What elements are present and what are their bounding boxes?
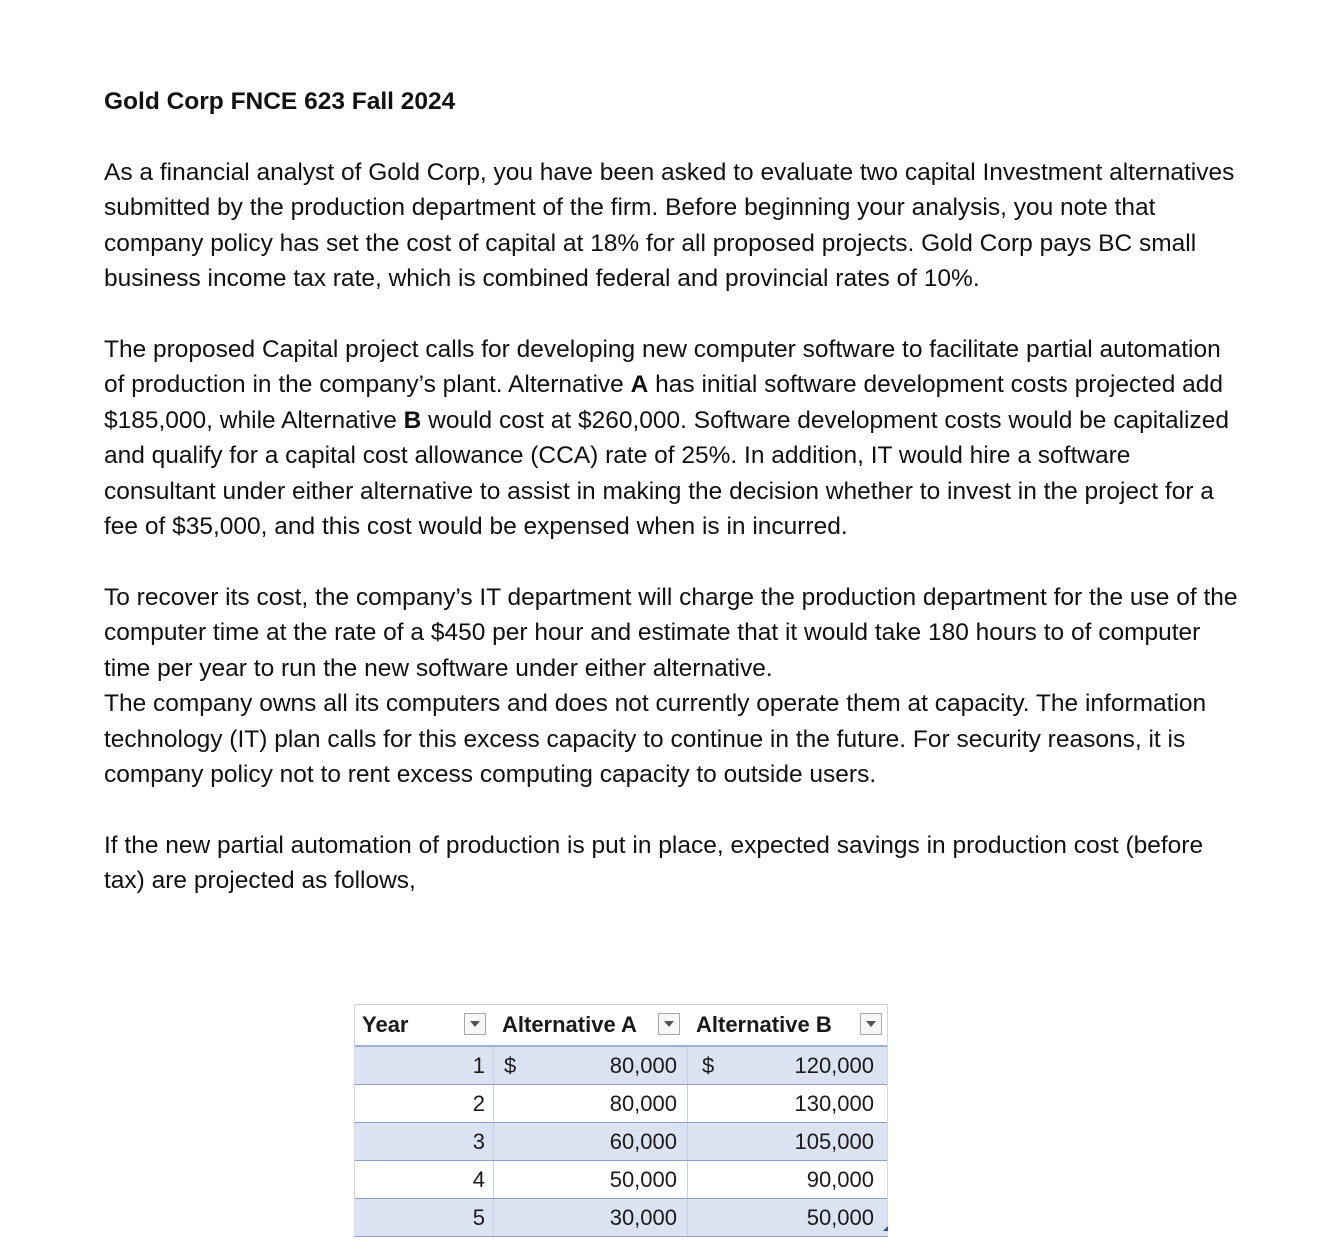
table-row <box>354 1123 888 1161</box>
currency-symbol: $ <box>702 1052 715 1078</box>
table-row <box>354 1085 888 1123</box>
cell-year-value: 2 <box>472 1090 485 1116</box>
cell-alternative-b-value: 120,000 <box>794 1052 874 1078</box>
cell-alternative-b[interactable] <box>688 1085 888 1122</box>
alternative-a-label: A <box>630 371 649 398</box>
cell-year[interactable] <box>354 1161 494 1198</box>
savings-paragraph: If the new partial automation of production is put in place, expected savings in production cost (before tax) are projected as follows, <box>104 831 1204 894</box>
cell-alternative-a-value: 80,000 <box>609 1052 677 1078</box>
capacity-paragraph: The company owns all its computers and does not currently operate them at capacity. The information technology (IT) plan calls for this excess capacity to continue in the future. For security reasons, it is company policy not to rent excess computing capacity to outside users. <box>104 690 1207 788</box>
cell-year[interactable] <box>354 1047 494 1084</box>
header-alternative-b <box>688 1005 888 1045</box>
alternative-b-label: B <box>403 406 422 434</box>
project-paragraph-part2: has initial software development costs projected add $185,000, while Alternative <box>104 371 1224 434</box>
it-cost-paragraph: To recover its cost, the company’s IT department will charge the production department for the use of the computer time at the rate of a $450 per hour and estimate that it would take 180 hours to of computer time per year to run the new software under either alternative. <box>104 583 1238 682</box>
cell-year-value: 3 <box>472 1128 485 1154</box>
cell-year[interactable] <box>354 1199 494 1236</box>
header-year <box>354 1005 494 1045</box>
header-year-label: Year <box>362 1012 409 1037</box>
project-paragraph-part1: The proposed Capital project calls for developing new computer software to facilitate partial automation of production in the company’s plant. Alternative <box>104 335 1221 398</box>
table-row <box>354 1047 888 1085</box>
cell-alternative-a[interactable] <box>494 1161 688 1198</box>
filter-dropdown-icon[interactable] <box>658 1013 680 1035</box>
cell-year[interactable] <box>354 1085 494 1122</box>
currency-symbol: $ <box>504 1052 517 1078</box>
cell-alternative-a-value: 60,000 <box>609 1128 677 1154</box>
cell-alternative-b[interactable] <box>688 1161 888 1198</box>
cell-alternative-a[interactable] <box>494 1123 688 1160</box>
intro-paragraph: As a financial analyst of Gold Corp, you have been asked to evaluate two capital Investment alternatives submitted by the production department of the firm. Before beginning your analysis, you note that company policy has set the cost of capital at 18% for all proposed projects. Gold Corp pays BC small business income tax rate, which is combined federal and provincial rates of 10%. <box>104 158 1235 292</box>
cell-year-value: 5 <box>472 1204 485 1230</box>
project-paragraph-part3: would cost at $260,000. Software development costs would be capitalized and qualify for a capital cost allowance (CCA) rate of 25%. In addition, IT would hire a software consultant under either alternative to assist in making the decision whether to invest in the project for a fee of $35,000, and this cost would be expensed when is in incurred. <box>104 406 1229 540</box>
cell-alternative-a[interactable] <box>494 1047 688 1084</box>
cell-alternative-b-value: 105,000 <box>794 1128 874 1154</box>
cell-alternative-a-value: 30,000 <box>609 1204 677 1230</box>
table-header-row <box>354 1004 888 1047</box>
table-resize-handle-icon[interactable] <box>883 1226 888 1231</box>
cell-alternative-b-value: 130,000 <box>794 1090 874 1116</box>
cell-year-value: 4 <box>472 1166 485 1192</box>
header-alternative-a-label: Alternative A <box>502 1012 637 1037</box>
cell-alternative-a-value: 50,000 <box>609 1166 677 1192</box>
cell-alternative-b-value: 50,000 <box>806 1204 874 1230</box>
cell-alternative-a[interactable] <box>494 1085 688 1122</box>
cell-alternative-a-value: 80,000 <box>609 1090 677 1116</box>
filter-dropdown-icon[interactable] <box>464 1013 486 1035</box>
cell-alternative-b[interactable] <box>688 1123 888 1160</box>
cell-year-value: 1 <box>472 1052 485 1078</box>
filter-dropdown-icon[interactable] <box>860 1013 882 1035</box>
document-body <box>104 84 1244 934</box>
table-row <box>354 1161 888 1199</box>
document-title: Gold Corp FNCE 623 Fall 2024 <box>104 88 456 115</box>
cell-year[interactable] <box>354 1123 494 1160</box>
savings-table <box>354 1004 888 1237</box>
header-alternative-b-label: Alternative B <box>696 1012 832 1037</box>
table-row <box>354 1199 888 1237</box>
cell-alternative-b-value: 90,000 <box>806 1166 874 1192</box>
project-paragraph <box>104 332 1244 545</box>
cell-alternative-a[interactable] <box>494 1199 688 1236</box>
cell-alternative-b[interactable] <box>688 1047 888 1084</box>
cell-alternative-b[interactable] <box>688 1199 888 1236</box>
header-alternative-a <box>494 1005 688 1045</box>
